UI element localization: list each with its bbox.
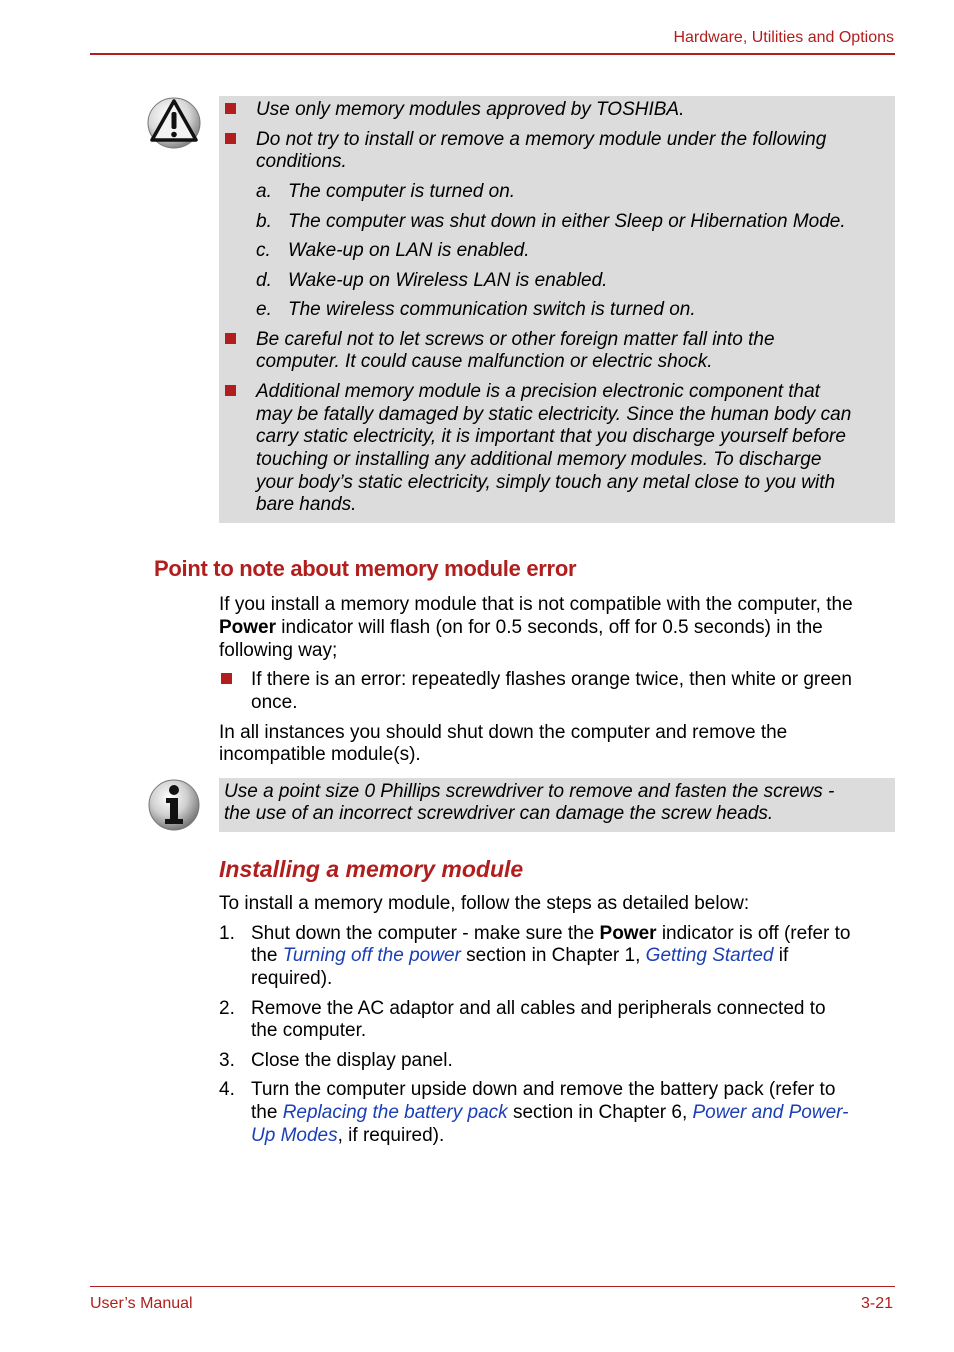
step-number: 3. — [219, 1050, 235, 1071]
subsection-heading: Installing a memory module — [219, 856, 524, 882]
sub-item: The computer was shut down in either Sleep or Hibernation Mode. — [288, 211, 846, 232]
warning-item: Be careful not to let screws or other foreign matter fall into the — [256, 329, 775, 350]
warning-item: carry static electricity, it is important that you discharge yourself before — [256, 426, 846, 447]
warning-item: touching or installing any additional memory modules. To discharge — [256, 449, 822, 470]
section-heading: Point to note about memory module error — [154, 556, 577, 581]
warning-item: Use only memory modules approved by TOSHIBA. — [256, 99, 685, 120]
step-text: , if required). — [337, 1125, 445, 1146]
bullet-marker — [221, 673, 232, 684]
step-text — [251, 1124, 444, 1147]
note-icon-wrap — [148, 779, 200, 831]
note-text: the use of an incorrect screwdriver can damage the screw heads. — [224, 803, 774, 824]
paragraph-text: indicator will flash (on for 0.5 seconds, off for 0.5 seconds) in the — [276, 617, 823, 638]
step-text: indicator is off (refer to — [656, 923, 851, 944]
step-text — [251, 922, 851, 945]
bullet-marker — [225, 333, 236, 344]
step-text: the — [251, 945, 283, 966]
sub-item-letter: d. — [256, 270, 272, 291]
paragraph-line: following way; — [219, 640, 338, 661]
list-item: once. — [251, 692, 298, 713]
bullet-marker — [225, 385, 236, 396]
warning-item: computer. It could cause malfunction or electric shock. — [256, 351, 713, 372]
step-number: 2. — [219, 998, 235, 1019]
warning-item: your body’s static electricity, simply touch any metal close to you with — [256, 472, 836, 493]
paragraph-line: If you install a memory module that is not compatible with the computer, the — [219, 594, 853, 615]
warning-item: conditions. — [256, 151, 347, 172]
note-text: Use a point size 0 Phillips screwdriver to remove and fasten the screws - — [224, 781, 835, 802]
link-getting-started[interactable]: Getting Started — [645, 945, 774, 966]
step-text: the computer. — [251, 1020, 367, 1041]
link-replacing-battery-pack[interactable]: Replacing the battery pack — [282, 1102, 508, 1123]
step-text: section in Chapter 6, — [507, 1102, 693, 1123]
paragraph-line — [219, 616, 823, 639]
sub-item-letter: e. — [256, 299, 272, 320]
step-text: if — [773, 945, 789, 966]
step-number: 1. — [219, 923, 235, 944]
running-header: Hardware, Utilities and Options — [673, 29, 894, 46]
page-number: 3-21 — [860, 1295, 893, 1312]
step-text: Turn the computer upside down and remove the battery pack (refer to — [251, 1079, 836, 1100]
bullet-marker — [225, 133, 236, 144]
sub-item: The wireless communication switch is turned on. — [288, 299, 696, 320]
info-icon — [148, 779, 200, 831]
bullet-marker — [225, 103, 236, 114]
sub-item: Wake-up on Wireless LAN is enabled. — [288, 270, 608, 291]
step-text: Remove the AC adaptor and all cables and peripherals connected to — [251, 998, 826, 1019]
sub-item: The computer is turned on. — [288, 181, 516, 202]
step-text: section in Chapter 1, — [460, 945, 646, 966]
paragraph-line: incompatible module(s). — [219, 744, 421, 765]
warning-triangle-icon — [146, 96, 202, 150]
warning-item: bare hands. — [256, 494, 357, 515]
step-text — [251, 944, 788, 967]
step-text: Shut down the computer - make sure the — [251, 923, 600, 944]
step-number: 4. — [219, 1079, 235, 1100]
link-power-and-power-up-modes[interactable]: Power and Power- — [692, 1102, 849, 1123]
bold-term: Power — [599, 923, 657, 944]
footer-title: User’s Manual — [90, 1295, 193, 1312]
link-power-and-power-up-modes[interactable]: Up Modes — [251, 1125, 338, 1146]
warning-icon-wrap — [146, 96, 202, 150]
sub-item-letter: c. — [256, 240, 271, 261]
sub-item-letter: a. — [256, 181, 272, 202]
step-text: required). — [251, 968, 333, 989]
step-text: the — [251, 1102, 283, 1123]
paragraph-line: In all instances you should shut down the computer and remove the — [219, 722, 788, 743]
step-text: Close the display panel. — [251, 1050, 453, 1071]
list-item: If there is an error: repeatedly flashes orange twice, then white or green — [251, 669, 852, 690]
header-rule — [90, 53, 895, 55]
step-text — [251, 1101, 848, 1124]
paragraph-line: To install a memory module, follow the steps as detailed below: — [219, 893, 750, 914]
footer-rule — [90, 1286, 895, 1287]
warning-item: Do not try to install or remove a memory module under the following — [256, 129, 827, 150]
sub-item-letter: b. — [256, 211, 272, 232]
link-turning-off-power[interactable]: Turning off the power — [282, 945, 461, 966]
sub-item: Wake-up on LAN is enabled. — [288, 240, 530, 261]
warning-item: may be fatally damaged by static electricity. Since the human body can — [256, 404, 852, 425]
warning-item: Additional memory module is a precision electronic component that — [256, 381, 820, 402]
bold-term: Power — [219, 617, 277, 638]
